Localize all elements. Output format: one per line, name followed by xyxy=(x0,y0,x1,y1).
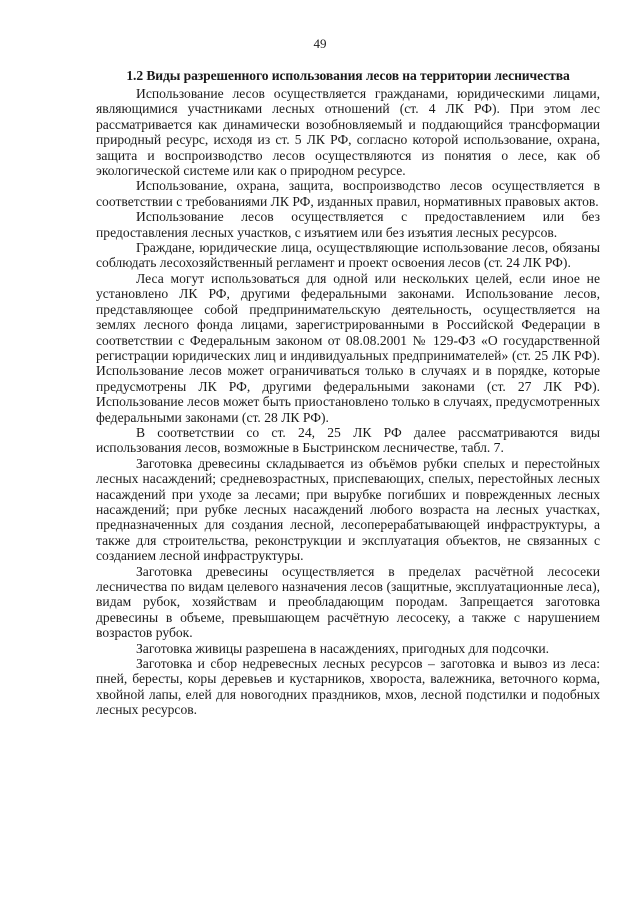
paragraph-8: Заготовка древесины осуществляется в пределах расчётной лесосеки лесничества по видам целевого назначения лесов (защитные, эксплуатационные леса), видам рубок, хозяйствам и преобладающим породам. Запрещается заготовка древесины в объеме, превышающем расчётную лесосеку, а также с нарушением возрастов рубок. xyxy=(96,563,600,641)
paragraph-6: В соответствии со ст. 24, 25 ЛК РФ далее рассматриваются виды использования лесов, возможные в Быстринском лесничестве, табл. 7. xyxy=(96,424,600,456)
paragraph-7: Заготовка древесины складывается из объёмов рубки спелых и перестойных лесных насаждений; средневозрастных, приспевающих, спелых, перестойных лесных насаждений при уходе за лесами; при вырубке погибших и поврежденных лесных насаждений; при рубке лесных насаждений любого возраста на лесных участках, предназначенных для создания лесной, лесоперерабатывающей инфраструктуры, а также для строительства, реконструкции и эксплуатация объектов, не связанных с созданием лесной инфраструктуры. xyxy=(96,455,600,564)
paragraph-3: Использование лесов осуществляется с предоставлением или без предоставления лесных участков, с изъятием или без изъятия лесных ресурсов. xyxy=(96,209,600,240)
paragraph-9: Заготовка живицы разрешена в насаждениях, пригодных для подсочки. xyxy=(136,640,550,656)
section-heading: 1.2 Виды разрешенного использования лесов на территории лесничества xyxy=(126,68,570,83)
paragraph-5: Леса могут использоваться для одной или нескольких целей, если иное не установлено ЛК РФ, другими федеральными законами. Использование лесов, представляющее собой предпринимательскую деятельность, осуществляется на землях лесного фонда лицами, зарегистрированными в Российской Федерации в соответствии с Федеральным законом от 08.08.2001 № 129-ФЗ «О государственной регистрации юридических лиц и индивидуальных предпринимателей» (ст. 25 ЛК РФ). Использование лесов может ограничиваться только в случаях и в порядке, которые предусмотрены ЛК РФ, другими федеральными законами (ст. 27 ЛК РФ). Использование лесов может быть приостановлено только в случаях, предусмотренных федеральными законами (ст. 28 ЛК РФ). xyxy=(96,270,600,425)
paragraph-10: Заготовка и сбор недревесных лесных ресурсов – заготовка и вывоз из леса: пней, бересты, коры деревьев и кустарников, хвороста, валежника, веточного корма, хвойной лапы, елей для новогодних праздников, мхов, лесной подстилки и подобных лесных ресурсов. xyxy=(96,656,600,718)
paragraph-2: Использование, охрана, защита, воспроизводство лесов осуществляется в соответствии с требованиями ЛК РФ, изданных правил, нормативных правовых актов. xyxy=(96,178,600,209)
paragraph-1: Использование лесов осуществляется гражданами, юридическими лицами, являющимися участниками лесных отношений (ст. 4 ЛК РФ). При этом лес рассматривается как динамически возобновляемый и поддающийся трансформации природный ресурс, исходя из ст. 5 ЛК РФ, согласно которой использование, охрана, защита и воспроизводство лесов осуществляются из понятия о лесе, как об экологической системе или как о природном ресурсе. xyxy=(96,86,600,179)
body-text xyxy=(96,86,600,718)
page-number: 49 xyxy=(313,36,327,51)
paragraph-4: Граждане, юридические лица, осуществляющие использование лесов, обязаны соблюдать лесохозяйственный регламент и проект освоения лесов (ст. 24 ЛК РФ). xyxy=(96,240,600,271)
